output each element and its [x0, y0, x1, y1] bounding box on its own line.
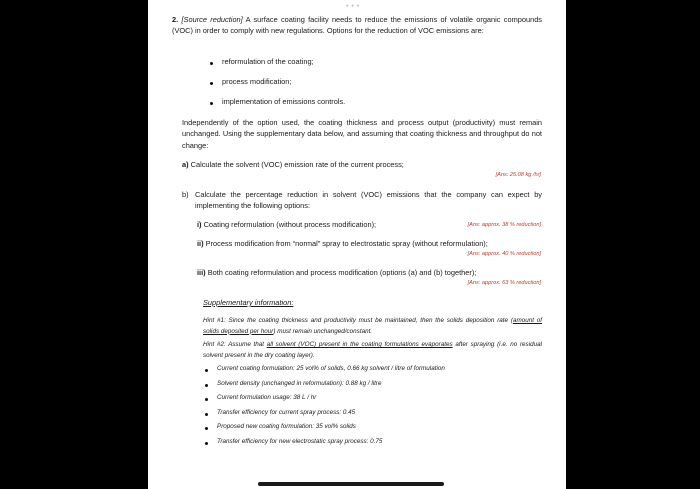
data-item: Current formulation usage: 38 L / hr	[217, 394, 317, 401]
hint-2-text: Hint #2: Assume that	[203, 341, 267, 348]
question-number: 2.	[172, 15, 179, 24]
part-b-item-answer: [Ans: approx. 63 % reduction]	[467, 280, 541, 286]
part-a-text: Calculate the solvent (VOC) emission rate of the current process;	[190, 160, 404, 169]
bullet-icon	[205, 427, 208, 430]
supplementary-heading	[203, 297, 293, 308]
part-b-item-answer: [Ans: approx. 38 % reduction]	[467, 222, 541, 228]
part-b-item-text: Both coating reformulation and process modification (options (a) and (b) together);	[207, 268, 477, 277]
home-indicator[interactable]	[258, 482, 444, 486]
data-item: Transfer efficiency for current spray process: 0.45	[217, 409, 356, 416]
question-intro-text: A surface coating facility needs to reduce the emissions of volatile organic compounds (VOC) in order to comply with new regulations. Options for the reduction of VOC emissions are:	[172, 15, 542, 36]
supplementary-heading-text: Supplementary information:	[203, 298, 294, 307]
part-b-item	[197, 238, 542, 249]
hint-2-emphasis: all solvent (VOC) present in the coating formulations evaporates	[266, 341, 453, 348]
part-a-label: a)	[182, 160, 189, 169]
context-paragraph: Independently of the option used, the coating thickness and process output (productivity) must remain unchanged. Using the supplementary data below, and assuming that coating thickness and throughput do not change:	[182, 118, 542, 150]
question-intro	[172, 14, 542, 37]
hint-1	[203, 316, 542, 337]
part-a	[182, 159, 542, 170]
bullet-icon	[205, 442, 208, 445]
question-source: [Source reduction]	[181, 15, 243, 24]
part-b-item-label: iii)	[197, 268, 206, 277]
bullet-icon	[210, 102, 213, 105]
part-b-item-label: ii)	[197, 239, 204, 248]
data-item: Proposed new coating formulation: 35 vol% solids	[217, 423, 356, 430]
hint-1-text: Hint #1: Since the coating thickness and productivity must be maintained, then the solids deposition rate (	[203, 317, 513, 324]
bullet-icon	[210, 62, 213, 65]
part-b-item	[197, 267, 542, 278]
bullet-icon	[205, 413, 208, 416]
part-b-text: Calculate the percentage reduction in solvent (VOC) emissions that the company can expect by implementing the following options:	[195, 190, 542, 211]
bullet-icon	[205, 384, 208, 387]
part-b-item-answer: [Ans: approx. 40 % reduction]	[467, 251, 541, 257]
bullet-icon	[210, 82, 213, 85]
more-icon: • • •	[346, 3, 360, 10]
data-item: Current coating formulation: 25 vol% of solids, 0.66 kg solvent / litre of formulation	[217, 365, 445, 372]
option-item: process modification;	[222, 77, 292, 86]
hint-1-emphasis: amount of solids deposited per hour	[203, 317, 542, 335]
hint-1-text-end: ) must remain unchanged/constant.	[273, 327, 373, 335]
bullet-icon	[205, 398, 208, 401]
option-item: implementation of emissions controls.	[222, 97, 346, 106]
part-b-item-text: Coating reformulation (without process modification);	[203, 220, 377, 229]
part-b-item-text: Process modification from “normal” spray to electrostatic spray (without reformulation);	[205, 239, 488, 248]
part-b-label: b)	[182, 190, 189, 199]
data-item: Solvent density (unchanged in reformulation): 0.88 kg / litre	[217, 380, 382, 387]
option-item: reformulation of the coating;	[222, 57, 314, 66]
part-a-answer: [Ans: 25.08 kg /hr]	[495, 172, 541, 178]
document-page	[148, 0, 566, 489]
hint-2	[203, 340, 542, 361]
data-item: Transfer efficiency for new electrostatic spray process: 0.75	[217, 438, 383, 445]
part-b-item-label: i)	[197, 220, 202, 229]
hint-2-text-end: after spraying (i.e. no residual solvent present in the dry coating layer).	[203, 341, 542, 359]
bullet-icon	[205, 369, 208, 372]
